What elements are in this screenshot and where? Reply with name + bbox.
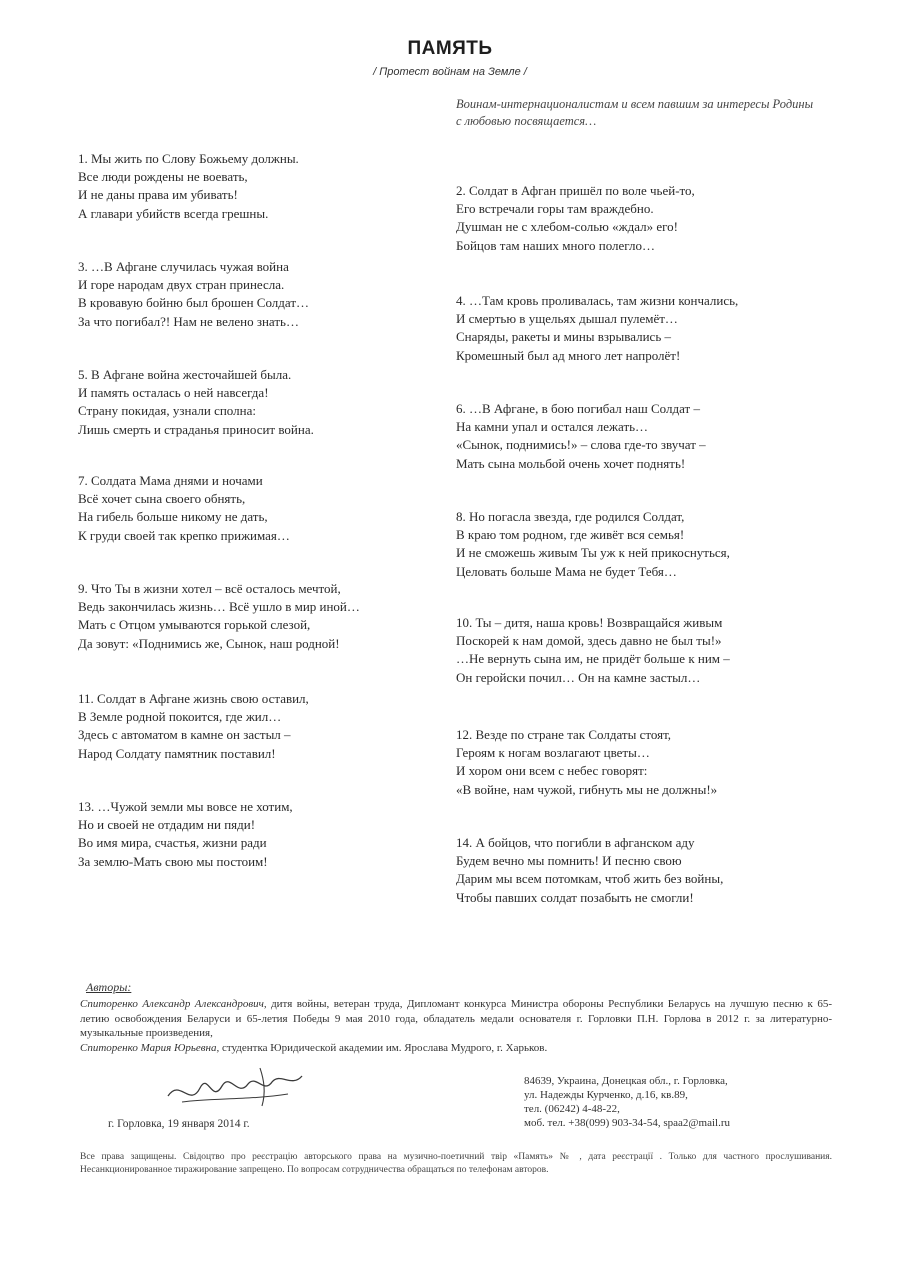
verse-line: 1. Мы жить по Слову Божьему должны. (78, 151, 299, 166)
author-2-description: студентка Юридической академии им. Ярослава Мудрого, г. Харьков. (219, 1041, 548, 1054)
address-line: тел. (06242) 4-48-22, (524, 1103, 620, 1115)
verse-line: 8. Но погасла звезда, где родился Солдат, (456, 509, 685, 524)
verse-line: Да зовут: «Поднимись же, Сынок, наш родной! (78, 635, 340, 651)
address-line: 84639, Украина, Донецкая обл., г. Горловка, (524, 1075, 728, 1087)
verse-line: 12. Везде по стране так Солдаты стоят, (456, 727, 672, 742)
verse-5 (78, 366, 314, 439)
verse-2 (456, 182, 695, 255)
authors-text (80, 997, 832, 1055)
address-line: ул. Надежды Курченко, д.16, кв.89, (524, 1089, 688, 1101)
verse-line: И хором они всем с небес говорят: (456, 763, 648, 779)
verse-line: Чтобы павших солдат позабыть не смогли! (456, 889, 694, 905)
author-2-name: Спиторенко Мария Юрьевна, (80, 1041, 220, 1054)
verse-line: В кровавую бойню был брошен Солдат… (78, 295, 310, 311)
verse-line: 3. …В Афгане случилась чужая война (78, 259, 289, 274)
verse-9 (78, 580, 360, 653)
verse-line: 4. …Там кровь проливалась, там жизни кончались, (456, 293, 739, 308)
verse-line: Его встречали горы там враждебно. (456, 201, 654, 217)
verse-11 (78, 690, 309, 763)
verse-line: Здесь с автоматом в камне он застыл – (78, 727, 291, 743)
verse-13 (78, 798, 293, 871)
verse-3 (78, 258, 309, 331)
verse-line: Будем вечно мы помнить! И песню свою (456, 853, 682, 869)
authors-heading: Авторы: (86, 980, 132, 994)
verse-7 (78, 472, 290, 545)
author-1-description: дитя войны, ветеран труда, Дипломант конкурса Министра обороны Республики Беларусь на лучшую песню к 65-летию освобождения Беларуси и 65-летия Победы 9 мая 2010 года, обладатель медали основателя г. Горловки П.Н. Горлова в 2012 г. за литературно-музыкальные произведения, (80, 998, 832, 1039)
verse-line: 10. Ты – дитя, наша кровь! Возвращайся живым (456, 615, 723, 630)
verse-line: Страну покидая, узнали сполна: (78, 403, 256, 419)
place-and-date: г. Горловка, 19 января 2014 г. (108, 1118, 250, 1130)
verse-8 (456, 508, 730, 581)
verse-line: А главари убийств всегда грешны. (78, 205, 269, 221)
verse-line: Бойцов там наших много полегло… (456, 237, 655, 253)
verse-line: Поскорей к нам домой, здесь давно не был ты!» (456, 633, 722, 649)
verse-line: Дарим мы всем потомкам, чтоб жить без войны, (456, 871, 724, 887)
verse-12 (456, 726, 717, 799)
verse-line: 7. Солдата Мама днями и ночами (78, 473, 263, 488)
verse-line: На гибель больше никому не дать, (78, 509, 268, 525)
verse-line: Во имя мира, счастья, жизни ради (78, 835, 267, 851)
signature-image (160, 1058, 310, 1118)
verse-line: Мать с Отцом умываются горькой слезой, (78, 617, 311, 633)
verse-10 (456, 614, 730, 687)
verse-14 (456, 834, 723, 907)
contact-address (524, 1074, 730, 1130)
verse-line: К груди своей так крепко прижимая… (78, 527, 290, 543)
verse-line: «В войне, нам чужой, гибнуть мы не должны!» (456, 781, 718, 797)
verse-line: 2. Солдат в Афган пришёл по воле чьей-то, (456, 183, 695, 198)
verse-line: И не сможешь живым Ты уж к ней прикоснуться, (456, 545, 730, 561)
verse-line: Душман не с хлебом-солью «ждал» его! (456, 219, 678, 235)
verse-line: Лишь смерть и страданья приносит война. (78, 421, 314, 437)
verse-line: Все люди рождены не воевать, (78, 169, 248, 185)
dedication: Воинам-интернационалистам и всем павшим за интересы Родины с любовью посвящается… (456, 97, 814, 128)
verse-line: 9. Что Ты в жизни хотел – всё осталось мечтой, (78, 581, 341, 596)
verse-line: Мать сына мольбой очень хочет поднять! (456, 455, 686, 471)
verse-line: Он геройски почил… Он на камне застыл… (456, 669, 701, 685)
verse-line: В краю том родном, где живёт вся семья! (456, 527, 685, 543)
verse-line: …Не вернуть сына им, не придёт больше к ним – (456, 651, 730, 667)
verse-4 (456, 292, 738, 365)
verse-line: И память осталась о ней навсегда! (78, 385, 269, 401)
verse-line: В Земле родной покоится, где жил… (78, 709, 282, 725)
verse-line: За что погибал?! Нам не велено знать… (78, 313, 299, 329)
verse-line: Ведь закончилась жизнь… Всё ушло в мир иной… (78, 599, 360, 615)
verse-line: Героям к ногам возлагают цветы… (456, 745, 650, 761)
page-title: ПАМЯТЬ (407, 38, 493, 59)
page-subtitle: / Протест войнам на Земле / (373, 66, 527, 78)
verse-line: Снаряды, ракеты и мины взрывались – (456, 329, 672, 345)
verse-line: 11. Солдат в Афгане жизнь свою оставил, (78, 691, 309, 706)
verse-line: 6. …В Афгане, в бою погибал наш Солдат – (456, 401, 700, 416)
verse-line: 5. В Афгане война жесточайшей была. (78, 367, 292, 382)
verse-line: И горе народам двух стран принесла. (78, 277, 285, 293)
verse-line: За землю-Мать свою мы постоим! (78, 853, 268, 869)
verse-line: 14. А бойцов, что погибли в афганском аду (456, 835, 695, 850)
verse-line: Всё хочет сына своего обнять, (78, 491, 246, 507)
verse-1 (78, 150, 299, 223)
author-1-name: Спиторенко Александр Александрович, (80, 998, 267, 1010)
verse-line: Целовать больше Мама не будет Тебя… (456, 563, 677, 579)
verse-line: Кромешный был ад много лет напролёт! (456, 347, 681, 363)
address-line: моб. тел. +38(099) 903-34-54, spaa2@mail.ru (524, 1117, 730, 1129)
verse-6 (456, 400, 706, 473)
verse-line: Но и своей не отдадим ни пяди! (78, 817, 256, 833)
verse-line: И смертью в ущельях дышал пулемёт… (456, 311, 678, 327)
verse-line: И не даны права им убивать! (78, 187, 238, 203)
copyright-notice: Все права защищены. Свідоцтво про реєстрацію авторського права на музично-поетичний твір «Память» № , дата реєстрації . Только для частного прослушивания. Несанкционированное тиражирование запрещено. По вопросам сотрудничества обращаться по телефонам авторов. (80, 1152, 832, 1175)
verse-line: «Сынок, поднимись!» – слова где-то звучат – (456, 437, 706, 453)
verse-line: Народ Солдату памятник поставил! (78, 745, 276, 761)
verse-line: На камни упал и остался лежать… (456, 419, 649, 435)
verse-line: 13. …Чужой земли мы вовсе не хотим, (78, 799, 293, 814)
